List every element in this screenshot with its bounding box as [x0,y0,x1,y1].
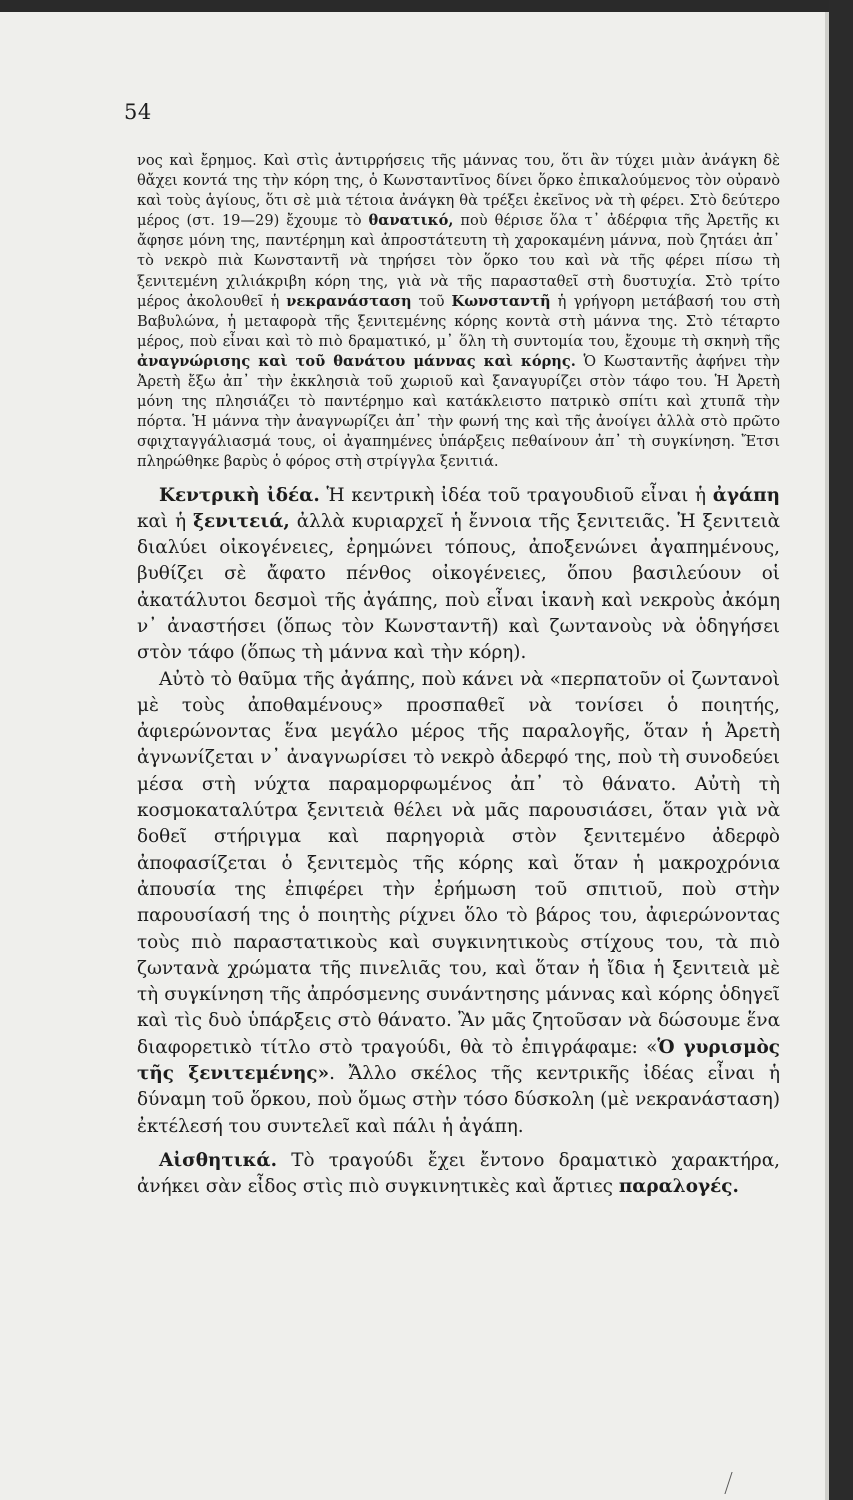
section-heading-aesthetics: Αἰσθητικά. [159,1149,277,1171]
scan-right-border [829,0,853,1500]
central-idea-paragraph-2 [137,667,780,1140]
text-run: Ὁ Κωσταντῆς ἀφήνει τὴν Ἀρετὴ ἔξω ἀπ᾿ τὴν ἐκκλησιὰ τοῦ χωριοῦ καὶ ξαναγυρίζει στὸν τάφο του. Ἡ Ἀρετὴ μόνη της πλησιάζει τὸ παντέρημο καὶ κατάκλειστο πατρικὸ σπίτι καὶ χτυπᾶ τὴν πόρτα. Ἡ μάννα τὴν ἀναγνωρίζει ἀπ᾿ τὴν φωνή της καὶ τῆς ἀνοίγει ἀλλὰ στὸ πρῶτο σφιχταγγάλιασμά τους, οἱ ἀγαπημένες ὑπάρξεις πεθαίνουν ἀπ᾿ τὴ συγκίνηση. Ἔτσι πληρώθηκε βαρὺς ὁ φόρος στὴ στρίγγλα ξενιτιά. [137,352,780,471]
aesthetics-paragraph [137,1148,780,1201]
central-idea-section [137,483,780,1201]
bold-term-nekranastasi: νεκρανάσταση [286,292,412,310]
pen-mark [724,1472,742,1494]
text-run: ποὺ θέρισε ὅλα τ᾿ ἀδέρφια τῆς Ἀρετῆς κι ἄφησε μόνη της, παντέρημη καὶ ἀπροστάτευτη τὴ χαροκαμένη μάννα, ποὺ ζητάει ἀπ᾿ τὸ νεκρὸ πιὰ Κωνσταντῆ νὰ τηρήσει τὸν ὅρκο του καὶ νὰ τῆς φέρει πίσω τὴ ξενιτεμένη χιλιάκριβη κόρη της, γιὰ νὰ τῆς παρασταθεῖ στὴ δυστυχία. Στὸ τρίτο μέρος ἀκολουθεῖ ἡ [137,212,780,310]
page-body [137,151,780,1201]
page-number: 54 [124,100,152,124]
page-edge [825,12,829,1500]
text-run: ἀλλὰ κυριαρχεῖ ἡ ἔννοια τῆς ξενιτειᾶς. Ἡ ξενιτειὰ διαλύει οἰκογένειες, ἐρημώνει τόπους, ἀποξενώνει ἀγαπημένους, βυθίζει σὲ ἄφατο πένθος οἰκογένειες, ὅπου βασιλεύουν οἱ ἀκατάλυτοι δεσμοὶ τῆς ἀγάπης, ποὺ εἶναι ἱκανὴ καὶ νεκροὺς ἀκόμη ν᾿ ἀναστήσει (ὅπως τὸν Κωνσταντῆ) καὶ ζωντανοὺς νὰ ὁδηγήσει στὸν τάφο (ὅπως τὴ μάννα καὶ τὴν κόρη). [137,510,780,664]
bold-term-xeniteia: ξενιτειά, [193,510,290,532]
text-run: νος καὶ ἔρημος. Καὶ στὶς ἀντιρρήσεις τῆς μάννας του, ὅτι ἂν τύχει μιὰν ἀνάγκη δὲ θἄχει κοντά της τὴν κόρη της, ὁ Κωνσταντῖνος δίνει ὅρκο ἐπικαλούμενος τὸν οὐρανὸ καὶ τοὺς ἁγίους, ὅτι σὲ μιὰ τέτοια ἀνάγκη θὰ τρέξει ἐκεῖνος νὰ τὴ φέρει. Στὸ δεύτερο μέρος (στ. 19—29) ἔχουμε τὸ [137,152,780,230]
bold-term-anagnorisi: ἀναγνώρισης καὶ τοῦ θανάτου μάννας καὶ κόρης. [137,352,576,370]
text-run: καὶ ἡ [137,510,194,532]
text-run: τοῦ [411,292,452,310]
summary-section [137,151,780,473]
bold-alt-title: Ὁ γυρισμὸς τῆς ξενιτεμένης» [137,1036,781,1085]
text-run: ἡ γρήγορη μετάβασή του στὴ Βαβυλώνα, ἡ μεταφορὰ τῆς ξενιτεμένης κόρης κοντὰ στὴ μάννα της. Στὸ τέταρτο μέρος, ποὺ εἶναι καὶ τὸ πιὸ δραματικό, μ᾿ ὅλη τὴ συντομία του, ἔχουμε τὴ σκηνὴ τῆς [137,292,781,350]
text-run: Ἡ κεντρικὴ ἰδέα τοῦ τραγουδιοῦ εἶναι ἡ [319,484,713,506]
bold-term-agapi: ἀγάπη [712,484,780,506]
text-run: . Ἄλλο σκέλος τῆς κεντρικῆς ἰδέας εἶναι ἡ δύναμη τοῦ ὅρκου, ποὺ ὅμως στὴν τόσο δύσκολη (μὲ νεκρανάσταση) ἐκτέλεσή του συντελεῖ καὶ πάλι ἡ ἀγάπη. [137,1063,780,1137]
text-run: Τὸ τραγούδι ἔχει ἔντονο δραματικὸ χαρακτήρα, ἀνήκει σὰν εἶδος στὶς πιὸ συγκινητικὲς καὶ ἄρτιες [137,1149,780,1198]
central-idea-paragraph [137,483,780,667]
text-run: Αὐτὸ τὸ θαῦμα τῆς ἀγάπης, ποὺ κάνει νὰ «περπατοῦν οἱ ζωντανοὶ μὲ τοὺς ἀποθαμένους» προσπαθεῖ νὰ τονίσει ὁ ποιητής, ἀφιερώνοντας ἕνα μεγάλο μέρος τῆς παραλογῆς, ὅταν ἡ Ἀρετὴ ἀγνωνίζεται ν᾿ ἀναγνωρίσει τὸ νεκρὸ ἀδερφό της, ποὺ τὴ συνοδεύει μέσα στὴ νύχτα παραμορφωμένος ἀπ᾿ τὸ θάνατο. Αὐτὴ τὴ κοσμοκαταλύτρα ξενιτειὰ θέλει νὰ μᾶς παρουσιάσει, ὅταν γιὰ νὰ δοθεῖ στήριγμα καὶ παρηγοριὰ στὸν ξενιτεμένο ἀδερφὸ ἀποφασίζεται ὁ ξενιτεμὸς τῆς κόρης καὶ ὅταν ἡ μακροχρόνια ἀπουσία της ἐπιφέρει τὴν ἐρήμωση τοῦ σπιτιοῦ, ποὺ στὴν παρουσίασή της ὁ ποιητὴς ρίχνει ὅλο τὸ βάρος του, ἀφιερώνοντας τοὺς πιὸ παραστατικοὺς καὶ συγκινητικοὺς στίχους του, τὰ πιὸ ζωντανὰ χρώματα τῆς πινελιᾶς του, καὶ ὅταν ἡ ἴδια ἡ ξενιτειὰ μὲ τὴ συγκίνηση τῆς ἀπρόσμενης συνάντησης μάννας καὶ κόρης ὁδηγεῖ καὶ τὶς δυὸ ὑπάρξεις στὸ θάνατο. Ἂν μᾶς ζητοῦσαν νὰ δώσουμε ἕνα διαφορετικὸ τίτλο στὸ τραγούδι, θὰ τὸ ἐπιγράφαμε: « [137,668,780,1058]
summary-paragraph [137,151,780,473]
bold-term-paraloges: παραλογές. [618,1176,739,1198]
scan-top-border [0,0,853,12]
bold-term-thanatiko: θανατικό, [368,212,454,230]
section-heading-central-idea: Κεντρικὴ ἰδέα. [159,484,320,506]
bold-term-konstanti: Κωνσταντῆ [451,292,551,310]
